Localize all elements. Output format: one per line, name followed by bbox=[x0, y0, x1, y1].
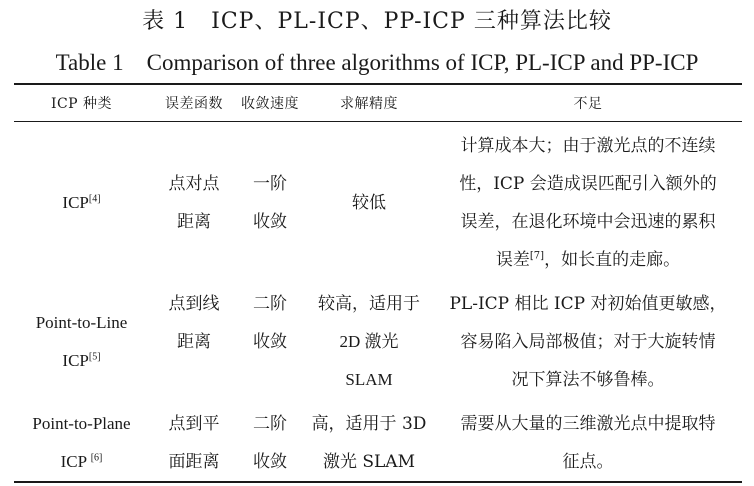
shortcoming-line: 误差[7]，如长直的走廊。 bbox=[495, 249, 681, 270]
speed-line: 二阶 bbox=[253, 294, 287, 314]
shortcoming-line: 况下算法不够鲁棒。 bbox=[511, 370, 665, 390]
table-row-pl-error bbox=[153, 284, 235, 362]
shortcoming-line: 性，ICP 会造成误匹配引入额外的 bbox=[459, 173, 717, 194]
speed-line: 二阶 bbox=[253, 414, 287, 434]
error-line: 面距离 bbox=[168, 452, 220, 472]
error-line: 点到平 bbox=[168, 414, 220, 434]
table-row-pp-type bbox=[14, 404, 149, 482]
table-row-pl-shortcoming bbox=[432, 284, 744, 400]
header-icp-type: ICP 种类 bbox=[50, 96, 113, 112]
type-line: ICP[5] bbox=[62, 351, 101, 370]
citation-ref: [4] bbox=[88, 192, 101, 204]
table-row-pl-accuracy bbox=[305, 284, 433, 400]
shortcoming-line: PL-ICP 相比 ICP 对初始值更敏感， bbox=[449, 294, 727, 314]
shortcoming-line: 误差，在退化环境中会迅速的累积 bbox=[460, 211, 716, 232]
type-line: ICP [6] bbox=[60, 452, 103, 471]
citation-ref: [6] bbox=[90, 452, 103, 464]
icp-type-label: ICP[4] bbox=[62, 192, 101, 212]
header-error-function: 误差函数 bbox=[165, 96, 223, 112]
speed-line: 一阶 bbox=[253, 173, 287, 194]
speed-line: 收敛 bbox=[253, 332, 287, 352]
type-line: Point-to-Plane bbox=[32, 414, 131, 433]
shortcoming-line: 征点。 bbox=[562, 452, 614, 472]
table-row-pp-error bbox=[153, 404, 235, 482]
shortcoming-line: 需要从大量的三维激光点中提取特 bbox=[460, 414, 716, 434]
accuracy-line: SLAM bbox=[345, 370, 393, 389]
table-row-pp-speed bbox=[236, 404, 304, 482]
accuracy-line: 激光 SLAM bbox=[322, 452, 415, 472]
accuracy-line: 高，适用于 3D bbox=[311, 414, 427, 434]
table-row-icp-error bbox=[153, 125, 235, 280]
table-row-pp-shortcoming bbox=[432, 404, 744, 482]
table-title-en: Table 1 Comparison of three algorithms of ICP, PL-ICP and PP-ICP bbox=[55, 50, 699, 75]
speed-line: 收敛 bbox=[253, 211, 287, 232]
table-row-icp-type bbox=[14, 125, 149, 280]
accuracy-line: 较高，适用于 bbox=[318, 294, 420, 314]
table-title-cn: 表 1 ICP、PL-ICP、PP-ICP 三种算法比较 bbox=[142, 9, 612, 34]
table-row-icp-speed bbox=[236, 125, 304, 280]
error-line: 距离 bbox=[177, 332, 211, 352]
speed-line: 收敛 bbox=[253, 452, 287, 472]
shortcoming-line: 计算成本大；由于激光点的不连续 bbox=[460, 135, 716, 156]
header-shortcomings: 不足 bbox=[573, 96, 603, 112]
table-row-pl-speed bbox=[236, 284, 304, 362]
error-line: 点对点 bbox=[168, 173, 220, 194]
type-line: Point-to-Line bbox=[35, 313, 128, 332]
error-line: 距离 bbox=[177, 211, 211, 232]
table-row-pp-accuracy bbox=[305, 404, 433, 482]
accuracy-line: 较低 bbox=[352, 192, 386, 213]
table-row-icp-shortcoming bbox=[432, 125, 744, 280]
accuracy-line: 2D 激光 bbox=[339, 332, 399, 351]
header-convergence-speed: 收敛速度 bbox=[241, 96, 299, 112]
table-row-icp-accuracy bbox=[305, 125, 433, 280]
header-rule bbox=[14, 121, 742, 122]
table-row-pl-type bbox=[14, 284, 149, 400]
citation-ref: [7] bbox=[529, 249, 545, 261]
error-line: 点到线 bbox=[168, 294, 220, 314]
shortcoming-line: 容易陷入局部极值；对于大旋转情 bbox=[460, 332, 716, 352]
citation-ref: [5] bbox=[88, 351, 101, 363]
header-accuracy: 求解精度 bbox=[340, 96, 398, 112]
